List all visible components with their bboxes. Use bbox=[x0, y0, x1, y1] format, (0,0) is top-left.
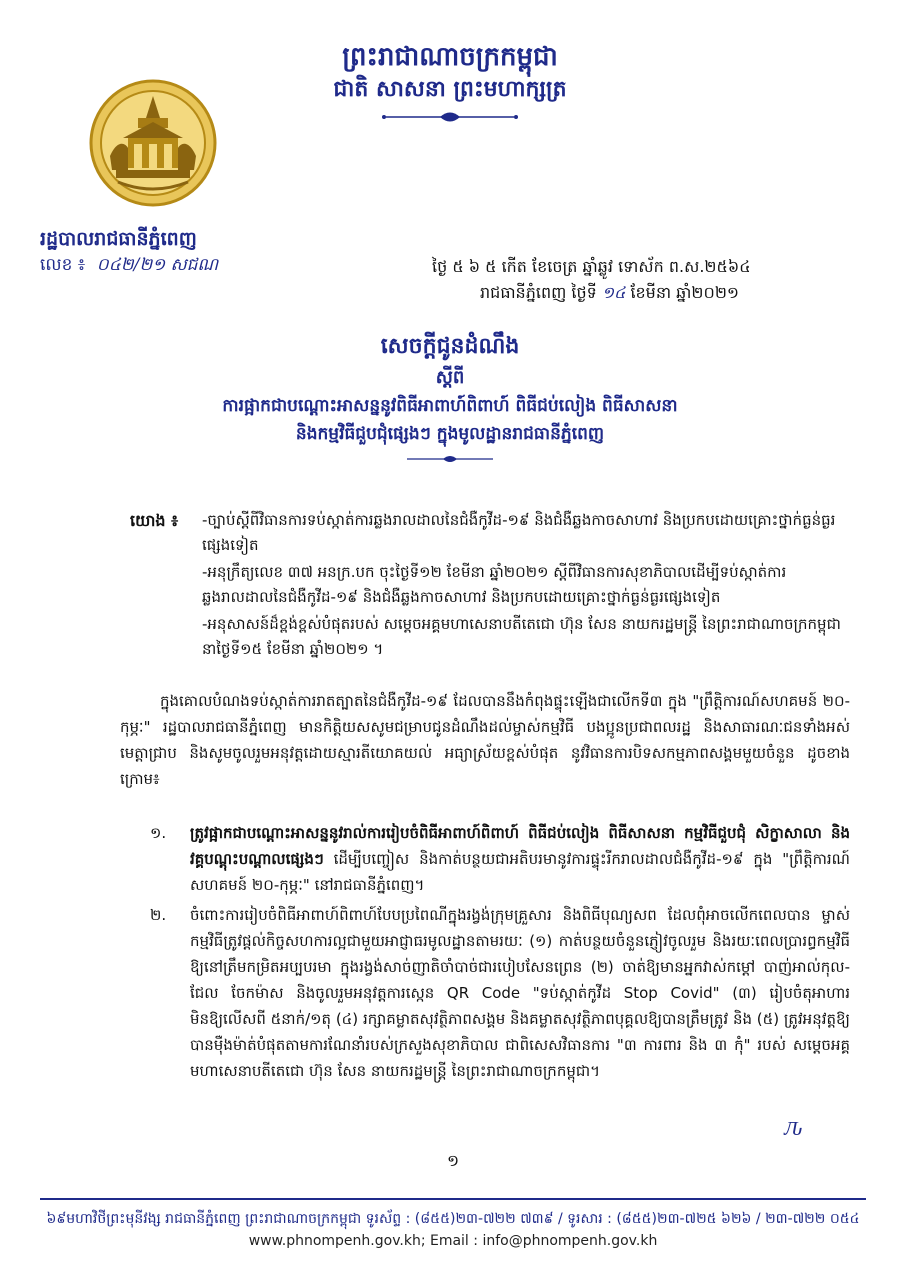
solar-date-suffix: ខែមីនា ឆ្នាំ២០២១ bbox=[630, 283, 740, 302]
lunar-date: ថ្ងៃ ៥ ៦ ៥ កើត ខែចេត្រ ឆ្នាំឆ្លូវ ទោស័ក ព.ស.២៥៦៤ bbox=[432, 257, 751, 276]
references-section bbox=[130, 508, 850, 664]
measure-rest-text: ដើម្បីបញ្ចៀស និងកាត់បន្ថយជាអតិបរមានូវការផ្ទុះរីករាលដាលជំងឺកូវីដ-១៩ ក្នុង "ព្រឹត្តិការណ៍សហគមន៍ ២០-កុម្ភៈ" នៅរាជធានីភ្នំពេញ។ bbox=[190, 850, 850, 894]
notice-subject-line-1: ការផ្អាកជាបណ្តោះអាសន្ននូវពិធីអាពាហ៍ពិពាហ៍ ពិធីជប់លៀង ពិធីសាសនា bbox=[222, 396, 678, 416]
references-label: យោង ៖ bbox=[130, 511, 179, 530]
footer-contact: www.phnompenh.gov.kh; Email : info@phnompenh.gov.kh bbox=[248, 1233, 658, 1249]
measure-rest-text: ចំពោះការរៀបចំពិធីអាពាហ៍ពិពាហ៍បែបប្រពៃណីក្នុងរង្វង់ក្រុមគ្រួសារ និងពិធីបុណ្យសព ដែលពុំអាចលើកពេលបាន ម្ចាស់កម្មវិធីត្រូវផ្តល់កិច្ចសហការល្អជាមួយអាជ្ញាធរមូលដ្ឋានតាមរយៈ (១) កាត់បន្ថយចំនួនភ្ញៀវចូលរួម និងរយៈពេលប្រារព្ធកម្មវិធី ឱ្យនៅត្រឹមកម្រិតអប្បបរមា ក្នុងរង្វង់សាច់ញាតិចាំបាច់ជារបៀបសែនព្រេន (២) ចាត់ឱ្យមានអ្នកវាស់កម្តៅ បាញ់អាល់កុល-ជែល ចែកម៉ាស និងចូលរួមអនុវត្តការស្កេន QR Code "ទប់ស្កាត់កូវីដ Stop Covid" (៣) រៀបចំតុអាហារមិនឱ្យលើសពី ៥នាក់/១តុ (៤) រក្សាគម្លាតសុវត្ថិភាពសង្គម និងគម្លាតសុវត្ថិភាពបុគ្គលឱ្យបានត្រឹមត្រូវ និង (៥) ត្រូវអនុវត្តឱ្យបានម៉ឺងម៉ាត់បំផុតតាមការណែនាំរបស់ក្រសួងសុខាភិបាល ជាពិសេសវិធានការ "៣ ការពារ និង ៣ កុំ" របស់ សម្តេចអគ្គមហាសេនាបតីតេជោ ហ៊ុន សែន នាយករដ្ឋមន្ត្រី នៃព្រះរាជាណាចក្រកម្ពុជា។ bbox=[190, 906, 850, 1080]
reference-item: -អនុក្រឹត្យលេខ ៣៧ អនក្រ.បក ចុះថ្ងៃទី១២ ខែមីនា ឆ្នាំ២០២១ ស្តីពីវិធានការសុខាភិបាលដើម្បីទប់ស្កាត់ការឆ្លងរាលដាលនៃជំងឺកូវីដ-១៩ និងជំងឺឆ្លងកាចសាហាវ និងប្រកបដោយគ្រោះថ្នាក់ធ្ងន់ធ្ងរផ្សេងទៀត bbox=[202, 563, 787, 606]
notice-title bbox=[140, 330, 760, 464]
national-motto: ជាតិ សាសនា ព្រះមហាក្សត្រ bbox=[333, 77, 567, 102]
measure-text bbox=[190, 820, 850, 898]
measure-number: ២. bbox=[150, 906, 167, 924]
solar-date bbox=[480, 280, 872, 306]
title-divider-icon bbox=[405, 454, 495, 464]
solar-date-day: ១៤ bbox=[601, 283, 626, 302]
notice-subject-label: ស្តីពី bbox=[435, 367, 465, 388]
measure-text bbox=[190, 902, 850, 1084]
measures-list bbox=[150, 820, 850, 1088]
notice-subject-line-2: និងកម្មវិធីជួបជុំផ្សេងៗ ក្នុងមូលដ្ឋានរាជធានីភ្នំពេញ bbox=[295, 424, 605, 444]
footer bbox=[40, 1208, 866, 1252]
footer-divider bbox=[40, 1198, 866, 1200]
measure-item bbox=[150, 820, 850, 898]
notice-heading: សេចក្តីជូនដំណឹង bbox=[380, 334, 520, 359]
document-date bbox=[432, 254, 872, 306]
measure-number: ១. bbox=[150, 824, 167, 842]
intro-paragraph: ក្នុងគោលបំណងទប់ស្កាត់ការរាតត្បាតនៃជំងឺកូវីដ-១៩ ដែលបាននឹងកំពុងផ្ទុះឡើងជាលើកទី៣ ក្នុង "ព្រឹត្តិការណ៍សហគមន៍ ២០-កុម្ភៈ" រដ្ឋបាលរាជធានីភ្នំពេញ មានកិត្តិយសសូមជម្រាបជូនដំណឹងដល់ម្ចាស់កម្មវិធី បងប្អូនប្រជាពលរដ្ឋ និងសាធារណៈជនទាំងអស់ មេត្តាជ្រាប និងសូមចូលរួមអនុវត្តដោយស្មារតីយោគយល់ អធ្យាស្រ័យខ្ពស់បំផុត នូវវិធានការបិទសកម្មភាពសង្គមមួយចំនួន ដូចខាងក្រោម៖ bbox=[120, 692, 850, 788]
reference-value: ០៤២/២១ សជណ bbox=[96, 255, 219, 275]
page-number: ១ bbox=[446, 1151, 460, 1170]
reference-item: -អនុសាសន៍ដ៏ខ្ពង់ខ្ពស់បំផុតរបស់ សម្តេចអគ្គមហាសេនាបតីតេជោ ហ៊ុន សែន នាយករដ្ឋមន្ត្រី នៃព្រះរាជាណាចក្រកម្ពុជា នាថ្ងៃទី១៥ ខែមីនា ឆ្នាំ២០២១ ។ bbox=[202, 615, 841, 658]
measure-bold-text: ត្រូវផ្អាកជាបណ្តោះអាសន្ននូវរាល់ការរៀបចំពិធីអាពាហ៍ពិពាហ៍ ពិធីជប់លៀង ពិធីសាសនា កម្មវិធីជួបជុំ សិក្ខាសាលា និងវគ្គបណ្តុះបណ្តាលផ្សេងៗ bbox=[190, 824, 850, 868]
footer-address: ៦៩មហាវិថីព្រះមុនីវង្ស រាជធានីភ្នំពេញ ព្រះរាជាណាចក្រកម្ពុជា ទូរស័ព្ទ : (៨៥៥)២៣-៧២២ ៧៣៩ / ទូរសារ : (៨៥៥)២៣-៧២៥ ៦២៦ / ២៣-៧២២ ០៥៤ bbox=[46, 1211, 860, 1227]
phnom-penh-seal-logo bbox=[88, 78, 218, 208]
issuing-office: រដ្ឋបាលរាជធានីភ្នំពេញ bbox=[40, 228, 197, 250]
measure-item bbox=[150, 902, 850, 1084]
reference-item: -ច្បាប់ស្តីពីវិធានការទប់ស្កាត់ការឆ្លងរាលដាលនៃជំងឺកូវីដ-១៩ និងជំងឺឆ្លងកាចសាហាវ និងប្រកបដោយគ្រោះថ្នាក់ធ្ងន់ធ្ងរផ្សេងទៀត bbox=[202, 511, 836, 554]
kingdom-name: ព្រះរាជាណាចក្រកម្ពុជា bbox=[342, 42, 558, 72]
reference-number bbox=[40, 254, 218, 276]
solar-date-prefix: រាជធានីភ្នំពេញ ថ្ងៃទី bbox=[480, 283, 597, 302]
national-header bbox=[300, 40, 600, 124]
ornament-divider-icon bbox=[380, 110, 520, 124]
reference-label: លេខ ៖ bbox=[40, 255, 86, 275]
handwritten-initial-signature: Ԉ bbox=[784, 1116, 803, 1140]
